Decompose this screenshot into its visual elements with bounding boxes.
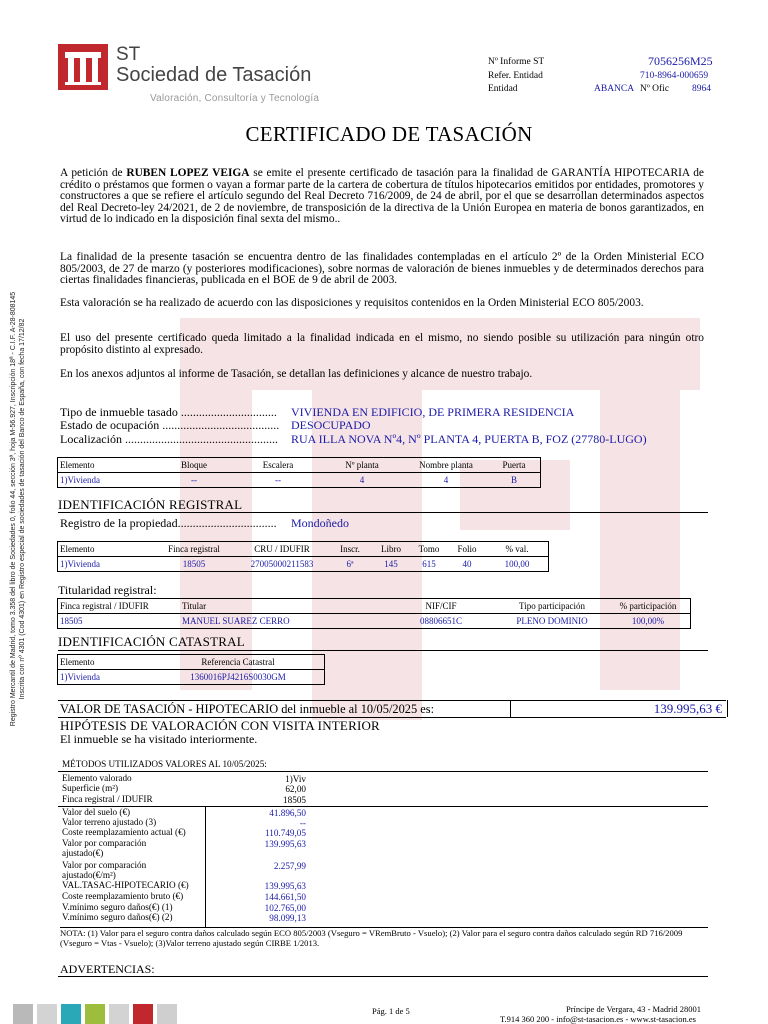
metodos-row-value: 62,00 bbox=[285, 784, 306, 794]
cell-bloque: -- bbox=[191, 475, 197, 485]
paragraph-1 bbox=[60, 168, 704, 226]
metodos-divider bbox=[58, 771, 708, 772]
metodos-row-label bbox=[62, 892, 183, 902]
brand-tagline: Valoración, Consultoría y Tecnología bbox=[150, 93, 320, 104]
paragraph-2: La finalidad de la presente tasación se encuentra dentro de las finalidades contempladas en el artículo 2º de la Orden Ministerial ECO 805/2003, de 27 de marzo (y posteriores modificaciones), sobre normas de valoración de bienes inmuebles y de determinados derechos para ciertas finalidades financieras, publicada en el BOE de 9 de abril de 2003. bbox=[60, 251, 704, 287]
col-planta: Nº planta bbox=[345, 460, 379, 470]
metodos-label-line: Valor del suelo (€) bbox=[62, 807, 131, 817]
side-note-line2: Inscrita con nº 4301 (Cod 4301) en Registro especial de sociedades de tasación del Banco de España, con fecha 17/12/82 bbox=[19, 318, 26, 700]
table-row bbox=[58, 614, 691, 629]
strip-block bbox=[133, 1004, 153, 1024]
p1-pre: A petición de bbox=[60, 167, 127, 179]
brand-logo bbox=[58, 44, 108, 90]
location-table-header bbox=[58, 458, 541, 473]
metodos-label-line: Finca registral / IDUFIR bbox=[62, 794, 153, 804]
tipo-value: VIVIENDA EN EDIFICIO, DE PRIMERA RESIDENCIA bbox=[291, 405, 575, 419]
metodos-row-label bbox=[62, 881, 189, 891]
cell-finca: 18505 bbox=[182, 559, 206, 569]
cell-elemento: 1)Vivienda bbox=[60, 672, 100, 682]
metodos-row-value: 2.257,99 bbox=[273, 861, 306, 871]
estado-label: Estado de ocupación ....................................... bbox=[60, 418, 280, 432]
col-folio: Folio bbox=[457, 544, 477, 554]
strip-block bbox=[157, 1004, 177, 1024]
cell-puerta: B bbox=[510, 475, 517, 485]
strip-block bbox=[13, 1004, 33, 1024]
metodos-row-value: 41.896,50 bbox=[269, 808, 306, 818]
metodos-label-line: Valor por comparación bbox=[62, 860, 147, 870]
metodos-row-value: 139.995,63 bbox=[264, 881, 306, 891]
titularidad-table-header bbox=[58, 599, 691, 614]
metodos-row-value: 98.099,13 bbox=[269, 913, 306, 923]
p1-name: RUBEN LOPEZ VEIGA bbox=[126, 167, 250, 179]
catastral-title: IDENTIFICACIÓN CATASTRAL bbox=[58, 634, 245, 649]
p1-post: se emite el presente certificado de tasación para la finalidad de GARANTÍA HIPOTECARIA de crédito o préstamos que formen o vayan a formar parte de la cartera de cobertura de títulos hipotecarios emitidos por entidades, promotores y constructores a que se refiere el artículo segundo del Real Decreto 716/2009, de 24 de abril, por el que se desarrollan determinados aspectos del Real Decreto-ley 24/2021, de 2 de noviembre, de transposición de la directiva de la Unión Europea en materia de bonos garantizados, en virtud de lo indicado en la disposición final sexta del mismo.. bbox=[60, 167, 704, 226]
col-ref-catastral: Referencia Catastral bbox=[201, 657, 275, 667]
metodos-label-line: Superficie (m²) bbox=[62, 783, 119, 793]
metodos-row-value: -- bbox=[299, 818, 306, 828]
metodos-row-label bbox=[62, 861, 146, 880]
tipo-label: Tipo de inmueble tasado ................................ bbox=[60, 405, 277, 419]
header-informe-value: 7056256M25 bbox=[648, 54, 713, 68]
footer-address: Príncipe de Vergara, 43 - Madrid 28001 bbox=[566, 1004, 701, 1014]
header-entidad-label: Entidad bbox=[488, 84, 518, 94]
strip-block bbox=[61, 1004, 81, 1024]
valor-label: VALOR DE TASACIÓN - HIPOTECARIO del inmueble al 10/05/2025 es: bbox=[60, 702, 435, 716]
table-row bbox=[58, 670, 325, 685]
metodos-label-line2: ajustado(€) bbox=[62, 847, 104, 858]
col-bloque: Bloque bbox=[181, 460, 207, 470]
col-nombre-planta: Nombre planta bbox=[419, 460, 473, 470]
cell-val: 100,00 bbox=[504, 559, 530, 569]
col-tipo-part: Tipo participación bbox=[519, 601, 585, 611]
cell-finca: 18505 bbox=[60, 616, 83, 626]
metodos-row-label bbox=[62, 784, 118, 794]
metodos-row-value: 139.995,63 bbox=[264, 839, 306, 849]
metodos-label-line: Elemento valorado bbox=[62, 773, 132, 783]
table-row bbox=[58, 557, 549, 572]
strip-block bbox=[85, 1004, 105, 1024]
header-ref-value: 710-8964-000659 bbox=[640, 71, 709, 81]
location-table bbox=[57, 457, 541, 488]
metodos-row-sep bbox=[58, 806, 708, 807]
col-libro: Libro bbox=[381, 544, 401, 554]
metodos-title: MÉTODOS UTILIZADOS VALORES AL 10/05/2025: bbox=[62, 759, 267, 769]
col-finca-idufir: Finca registral / IDUFIR bbox=[60, 601, 149, 611]
side-registry-note bbox=[9, 159, 27, 859]
cell-ref-catastral: 1360016PJ4216S0030GM bbox=[190, 672, 286, 682]
metodos-label-line: Coste reemplazamiento actual (€) bbox=[62, 827, 186, 837]
valor-box-right bbox=[510, 700, 728, 717]
metodos-label-line: V.mínimo seguro daños(€) (1) bbox=[62, 902, 173, 912]
cell-tipo-part: PLENO DOMINIO bbox=[516, 616, 588, 626]
metodos-row-value: 102.765,00 bbox=[264, 903, 306, 913]
cell-inscr: 6ª bbox=[346, 559, 354, 569]
cell-tomo: 615 bbox=[422, 559, 436, 569]
col-elemento: Elemento bbox=[60, 460, 95, 470]
registro-label: Registro de la propiedad................................. bbox=[60, 516, 277, 530]
registral-title: IDENTIFICACIÓN REGISTRAL bbox=[58, 497, 243, 512]
metodos-label-line: Valor por comparación bbox=[62, 838, 147, 848]
titularidad-title: Titularidad registral: bbox=[58, 583, 157, 597]
titularidad-table bbox=[57, 598, 691, 629]
strip-block bbox=[37, 1004, 57, 1024]
registral-table-header bbox=[58, 542, 549, 557]
advertencias-title: ADVERTENCIAS: bbox=[60, 962, 155, 976]
cell-escalera: -- bbox=[275, 475, 281, 485]
cell-elemento: 1)Vivienda bbox=[60, 559, 100, 569]
col-tomo: Tomo bbox=[418, 544, 440, 554]
col-finca: Finca registral bbox=[168, 544, 220, 554]
metodos-row-label bbox=[62, 913, 173, 923]
cell-planta: 4 bbox=[359, 475, 365, 485]
header-ofic-value: 8964 bbox=[692, 84, 711, 94]
header-ofic-label: Nº Ofic bbox=[640, 84, 670, 94]
footer-page-number: Pág. 1 de 5 bbox=[372, 1006, 410, 1016]
hipotesis-title: HIPÓTESIS DE VALORACIÓN CON VISITA INTERIOR bbox=[60, 718, 380, 733]
footer-contact: T.914 360 200 - info@st-tasacion.es - www.st-tasacion.es bbox=[500, 1014, 696, 1024]
advertencias-divider bbox=[58, 976, 708, 977]
metodos-row-value: 18505 bbox=[283, 795, 306, 805]
metodos-label-line: Valor terreno ajustado (3) bbox=[62, 817, 157, 827]
brand-short: ST bbox=[116, 44, 141, 65]
localizacion-label: Localización ................................................... bbox=[60, 432, 278, 446]
cell-libro: 145 bbox=[384, 559, 398, 569]
paragraph-5: En los anexos adjuntos al informe de Tasación, se detallan las definiciones y alcance de nuestro trabajo. bbox=[60, 368, 533, 380]
registral-table bbox=[57, 541, 549, 572]
registral-divider bbox=[58, 512, 708, 513]
brand-name: Sociedad de Tasación bbox=[116, 64, 312, 86]
cell-nif: 08806651C bbox=[419, 616, 462, 626]
metodos-label-line: VAL.TASAC-HIPOTECARIO (€) bbox=[62, 880, 189, 890]
estado-value: DESOCUPADO bbox=[291, 418, 371, 432]
col-cru: CRU / IDUFIR bbox=[254, 544, 310, 554]
metodos-row-value: 144.661,50 bbox=[264, 892, 306, 902]
metodos-col-separator bbox=[205, 806, 206, 927]
metodos-label-line2: ajustado(€/m²) bbox=[62, 869, 116, 880]
brand-logo-icon bbox=[58, 44, 108, 90]
header-informe-label: Nº Informe ST bbox=[488, 57, 545, 67]
col-titular: Titular bbox=[182, 601, 207, 611]
localizacion-value: RUA ILLA NOVA Nº4, Nº PLANTA 4, PUERTA B, FOZ (27780-LUGO) bbox=[291, 432, 647, 446]
metodos-row-label bbox=[62, 839, 146, 858]
col-pct-part: % participación bbox=[619, 601, 677, 611]
col-nif: NIF/CIF bbox=[425, 601, 457, 611]
side-note-line1: Registro Mercantil de Madrid, tomo 3.358 del libro de Sociedades 0, folio 44, sección 3ª, hoja M-56.927, Inscripción 18ª - C.I.F. A-28-808145 bbox=[10, 291, 17, 727]
col-elemento: Elemento bbox=[60, 544, 95, 554]
metodos-row-value: 110.749,05 bbox=[264, 828, 306, 838]
col-inscr: Inscr. bbox=[340, 544, 360, 554]
metodos-row-value: 1)Viv bbox=[285, 774, 306, 784]
col-val: % val. bbox=[505, 544, 529, 554]
valor-value: 139.995,63 € bbox=[653, 701, 722, 716]
cell-folio: 40 bbox=[462, 559, 472, 569]
col-elemento: Elemento bbox=[60, 657, 95, 667]
strip-block bbox=[109, 1004, 129, 1024]
cell-pct-part: 100,00% bbox=[631, 616, 665, 626]
metodos-nota: NOTA: (1) Valor para el seguro contra daños calculado según ECO 805/2003 (Vseguro = VRemBruto - Vsuelo); (2) Valor para el seguro contra daños calculado según RD 716/2009 (Vseguro = Vtas - Vsuelo); (3)Valor terreno ajustado según CIRBE 1/2013. bbox=[60, 927, 708, 948]
paragraph-4: El uso del presente certificado queda limitado a la finalidad indicada en el mismo, no siendo posible su utilización para ningún otro propósito distinto al expresado. bbox=[60, 332, 704, 356]
cell-titular: MANUEL SUAREZ CERRO bbox=[182, 616, 290, 626]
catastral-divider bbox=[58, 650, 708, 651]
cell-nombre-planta: 4 bbox=[443, 475, 449, 485]
catastral-table-header bbox=[58, 655, 325, 670]
metodos-row-label bbox=[62, 828, 186, 838]
paragraph-3: Esta valoración se ha realizado de acuerdo con las disposiciones y requisitos contenidos en la Orden Ministerial ECO 805/2003. bbox=[60, 297, 644, 309]
catastral-table bbox=[57, 654, 325, 685]
header-ref-label: Refer. Entidad bbox=[488, 71, 543, 81]
metodos-label-line: V.mínimo seguro daños(€) (2) bbox=[62, 912, 173, 922]
col-puerta: Puerta bbox=[502, 460, 526, 470]
metodos-row-label bbox=[62, 795, 153, 805]
header-entidad-value: ABANCA bbox=[594, 84, 635, 94]
hipotesis-text: El inmueble se ha visitado interiormente. bbox=[60, 732, 258, 746]
col-escalera: Escalera bbox=[262, 460, 294, 470]
cell-elemento: 1)Vivienda bbox=[60, 475, 100, 485]
registro-value: Mondoñedo bbox=[291, 516, 349, 530]
certificate-title: CERTIFICADO DE TASACIÓN bbox=[245, 122, 533, 146]
table-row bbox=[58, 473, 541, 488]
metodos-label-line: Coste reemplazamiento bruto (€) bbox=[62, 891, 184, 901]
cell-cru: 27005000211583 bbox=[250, 559, 314, 569]
